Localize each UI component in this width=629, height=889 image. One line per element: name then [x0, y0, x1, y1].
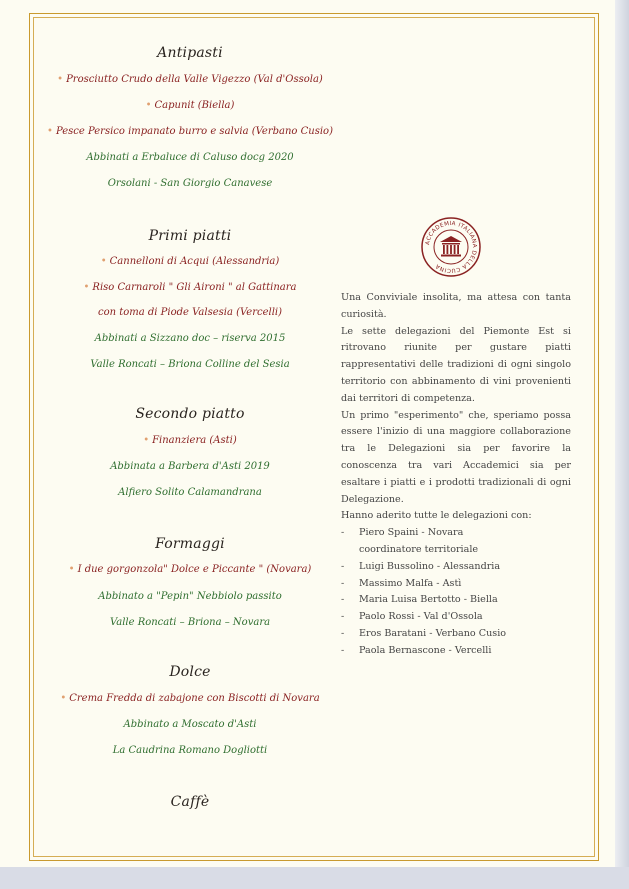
bullet-icon: •: [57, 74, 64, 85]
menu-item: • Crema Fredda di zabajone con Biscotti di Novara: [60, 693, 320, 704]
menu-item-continuation: con toma di Piode Valsesia (Vercelli): [97, 307, 283, 318]
wine-pairing: Abbinato a "Pepin" Nebbiolo passito: [98, 591, 282, 602]
section-heading-formaggi: Formaggi: [155, 536, 225, 552]
section-heading-antipasti: Antipasti: [157, 45, 223, 61]
list-item: - Maria Luisa Bertotto - Biella: [341, 594, 498, 606]
wine-producer: Valle Roncati – Briona – Novara: [109, 617, 271, 628]
list-item: - Eros Baratani - Verbano Cusio: [341, 627, 507, 639]
list-item: - Luigi Bussolino - Alessandria: [341, 560, 501, 572]
menu-item: • Cannelloni di Acqui (Alessandria): [100, 256, 280, 267]
list-item: - Massimo Malfa - Astì: [341, 577, 462, 589]
wine-producer: Orsolani - San Giorgio Canavese: [107, 178, 273, 189]
conviviale-description: [341, 290, 571, 660]
menu-item: • Pesce Persico impanato burro e salvia (Verbano Cusio): [47, 126, 333, 137]
wine-producer: Valle Roncati – Briona Colline del Sesia: [90, 359, 290, 370]
scan-edge-bottom: [0, 867, 629, 889]
menu-item: • Finanziera (Asti): [143, 435, 237, 446]
delegates-list: [341, 525, 571, 659]
scan-edge-right: [615, 0, 629, 889]
section-heading-caffe: Caffè: [170, 794, 210, 810]
bullet-icon: •: [60, 693, 67, 704]
list-item: - Paola Bernascone - Vercelli: [341, 644, 492, 656]
wine-pairing: Abbinati a Erbaluce di Caluso docg 2020: [86, 152, 294, 163]
menu-item: • I due gorgonzola" Dolce e Piccante " (Novara): [68, 564, 312, 575]
wine-pairing: Abbinato a Moscato d'Asti: [123, 719, 257, 730]
description-paragraph: Le sette delegazioni del Piemonte Est si ritrovano riunite per gustare piatti rappresentativi delle tradizioni di ogni singolo territorio con abbinamento di vini provenienti dai territori di competenza.: [341, 325, 571, 404]
wine-pairing: Abbinati a Sizzano doc – riserva 2015: [94, 333, 286, 344]
list-item: - Paolo Rossi - Val d'Ossola: [341, 611, 483, 623]
accademia-seal-logo: [421, 217, 481, 277]
section-heading-dolce: Dolce: [169, 664, 211, 680]
svg-text:ACCADEMIA ITALIANA DELLA CUCIN: ACCADEMIA ITALIANA DELLA CUCINA: [425, 220, 478, 274]
list-item: - Piero Spaini - Novara coordinatore territoriale: [341, 527, 479, 555]
menu-item: • Prosciutto Crudo della Valle Vigezzo (Val d'Ossola): [57, 74, 323, 85]
menu-item: • Capunit (Biella): [145, 100, 235, 111]
bullet-icon: •: [145, 100, 152, 111]
section-heading-secondo: Secondo piatto: [135, 406, 245, 422]
bullet-icon: •: [100, 256, 107, 267]
description-paragraph: Una Conviviale insolita, ma attesa con tanta curiosità.: [341, 292, 571, 320]
menu-item: • Riso Carnaroli " Gli Aironi " al Gattinara: [83, 282, 297, 293]
bullet-icon: •: [143, 435, 150, 446]
wine-pairing: Abbinata a Barbera d'Asti 2019: [110, 461, 270, 472]
bullet-icon: •: [83, 282, 90, 293]
bullet-icon: •: [68, 564, 75, 575]
wine-producer: La Caudrina Romano Dogliotti: [112, 745, 268, 756]
delegations-intro: Hanno aderito tutte le delegazioni con:: [341, 510, 532, 522]
description-paragraph: Un primo "esperimento" che, speriamo possa essere l'inizio di una maggiore collaborazione tra le Delegazioni sia per favorire la conoscenza tra vari Accademici sia per esaltare i piatti e i prodotti tradizionali di ogni Delegazione.: [341, 409, 571, 505]
section-heading-primi: Primi piatti: [148, 228, 232, 244]
bullet-icon: •: [47, 126, 53, 137]
wine-producer: Alfiero Solito Calamandrana: [118, 487, 262, 498]
